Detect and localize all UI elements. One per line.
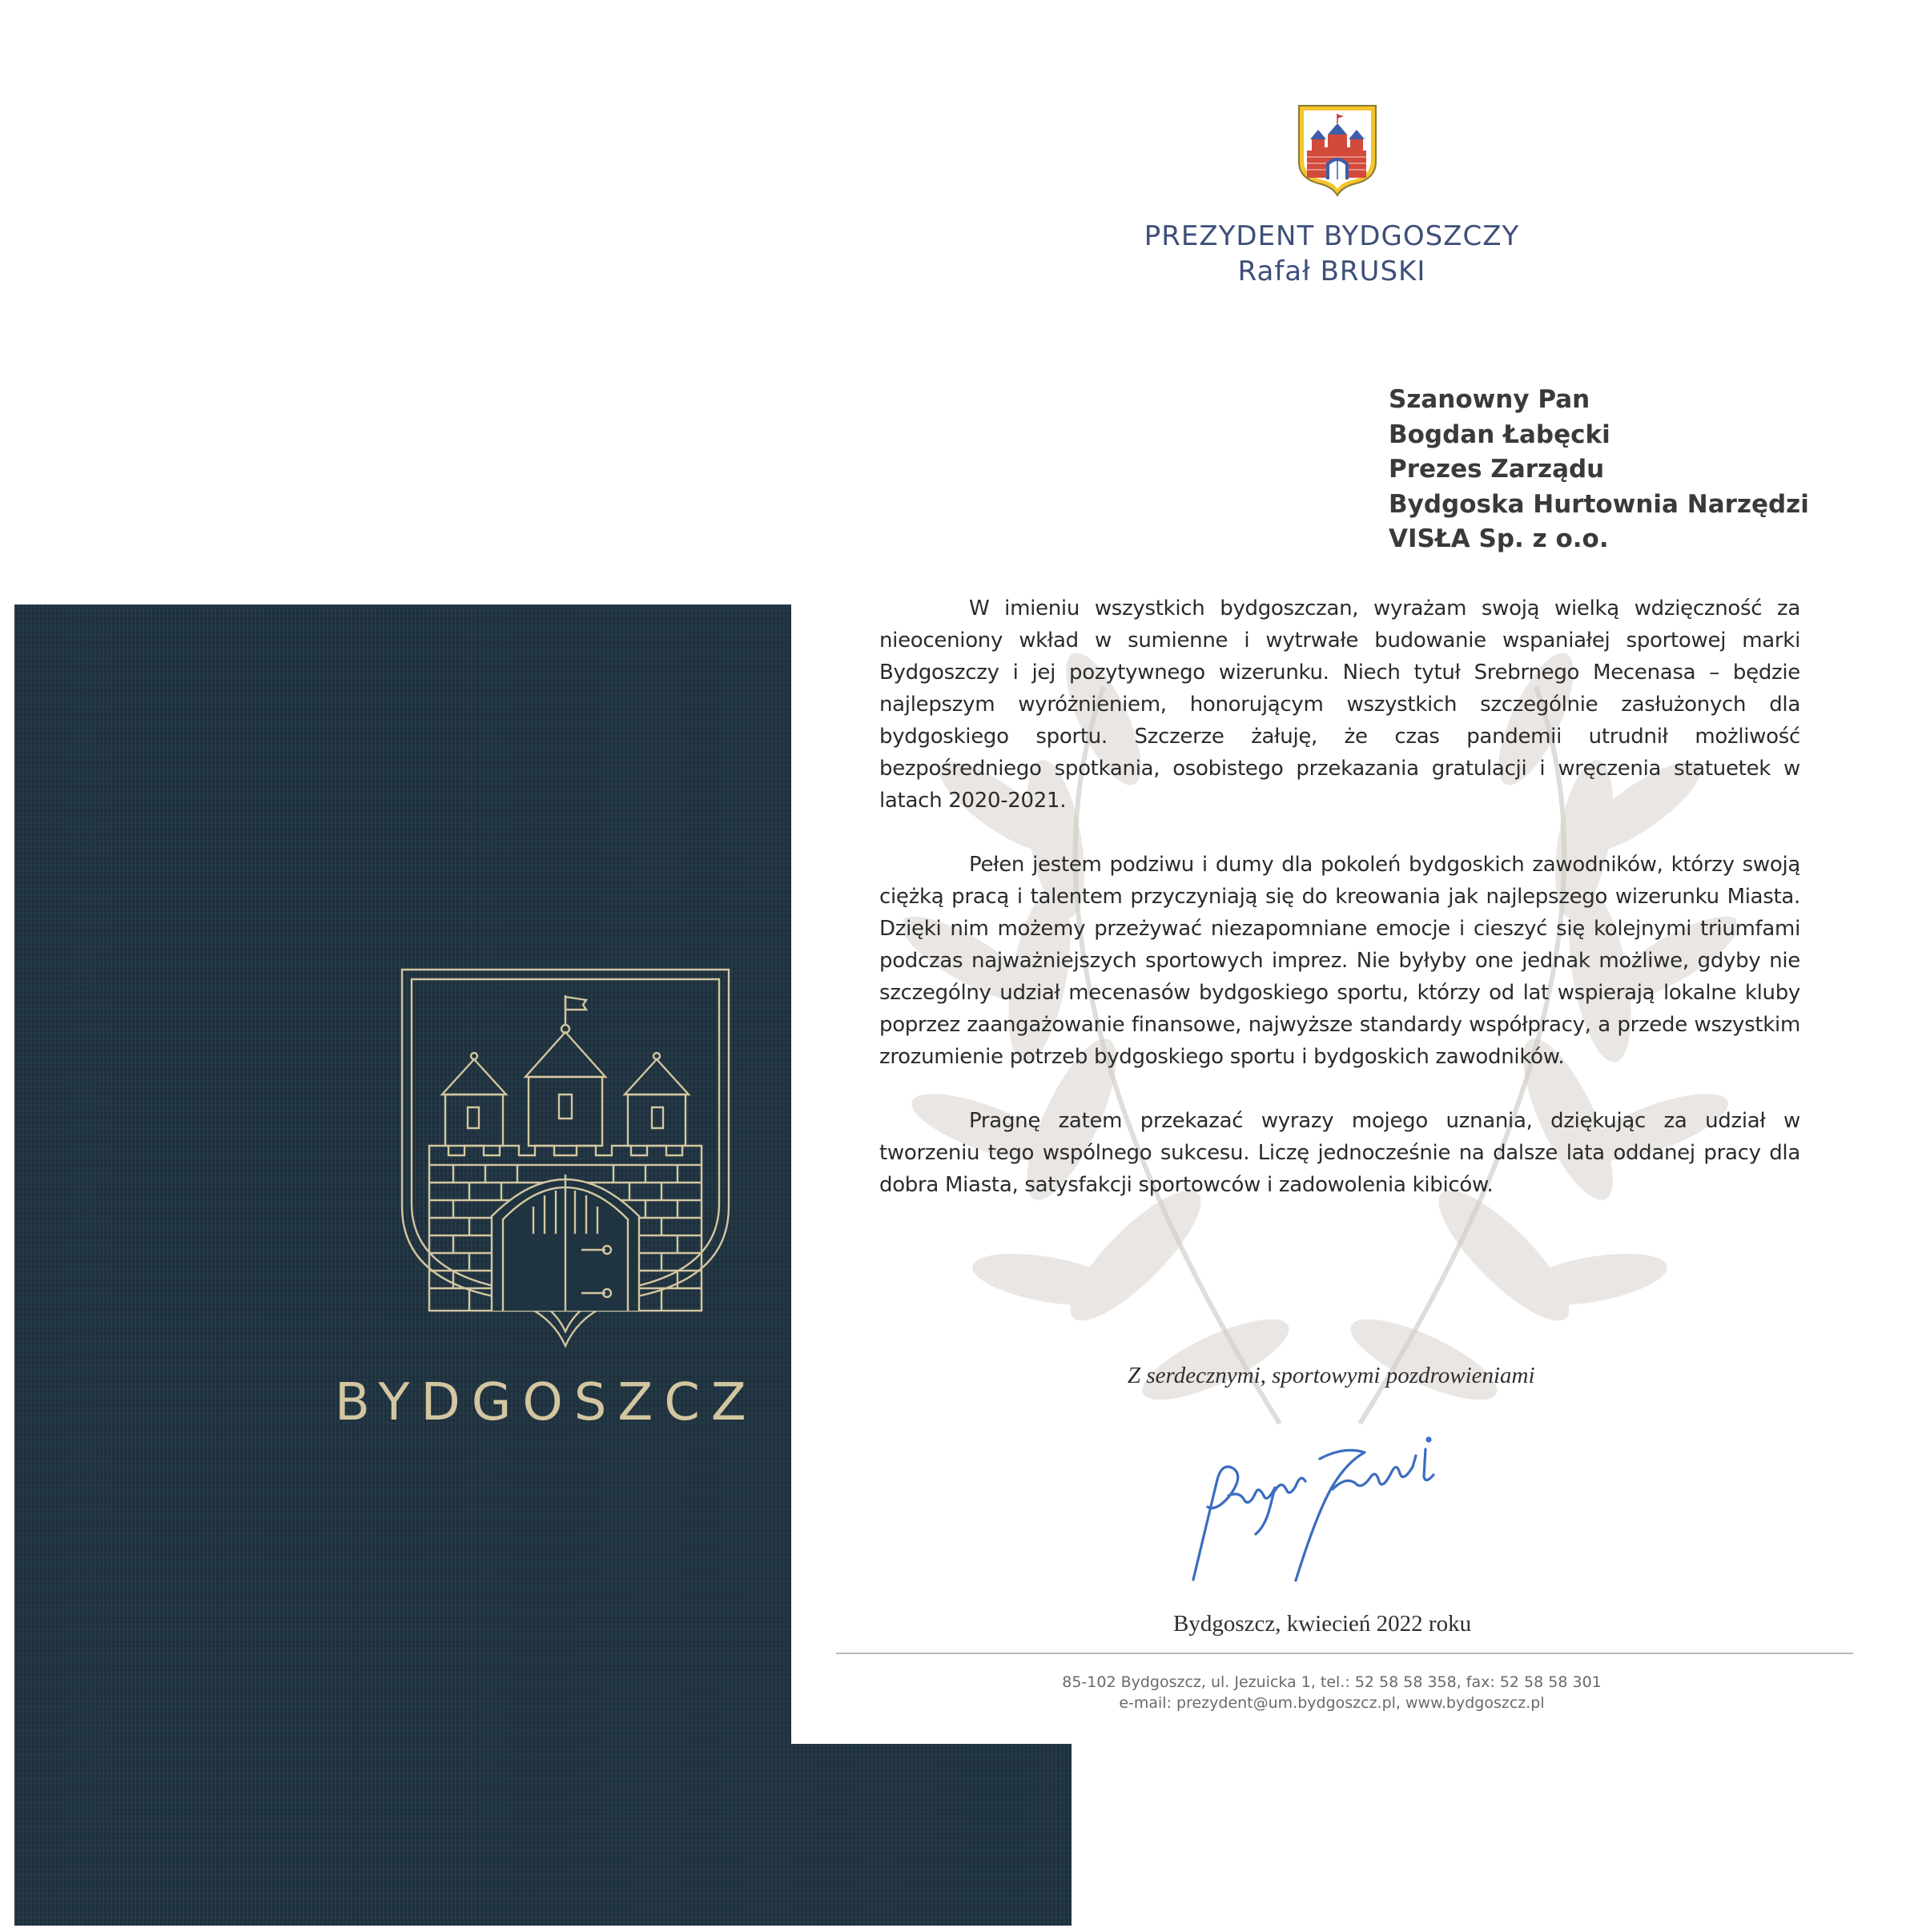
closing-salutation: Z serdecznymi, sportowymi pozdrowieniami [1128,1363,1535,1388]
letter-footer [791,1672,1872,1713]
body-paragraph: Pragnę zatem przekazać wyrazy mojego uznania, dziękując za udział w tworzeniu tego wspólnego sukcesu. Liczę jednocześnie na dalsze lata oddanej pracy dla dobra Miasta, satysfakcji sportowców i zadowolenia kibiców. [879,1109,1800,1197]
body-paragraph: W imieniu wszystkich bydgoszczan, wyrażam swoją wielką wdzięczność za nieoceniony wkład w sumienne i wytrwałe budowanie wspaniałej sportowej marki Bydgoszczy i jej pozytywnego wizerunku. Niech tytuł Srebrnego Mecenasa – będzie najlepszym wyróżnieniem, honorującym wszystkich szczególnie zasłużonych dla bydgoskiego sportu. Szczerze żałuję, że czas pandemii utrudnił możliwość bezpośredniego spotkania, osobistego przekazania gratulacji i wręczenia statuetek w latach 2020-2021. [879,596,1800,813]
place-and-date: Bydgoszcz, kwiecień 2022 roku [1173,1611,1472,1637]
footer-divider [836,1653,1853,1654]
body-paragraph: Pełen jestem podziwu i dumy dla pokoleń bydgoskich zawodników, którzy swoją ciężką pracą i talentem przyczyniają się do kreowania jak najlepszego wizerunku Miasta. Dzięki nim możemy przeżywać niezapomniane emocje i cieszyć się kolejnymi triumfami podczas najważniejszych sportowych imprez. Nie byłyby one jednak możliwe, gdyby nie szczególny udział mecenasów bydgoskiego sportu, którzy od lat wspierają lokalne kluby poprzez zaangażowanie finansowe, najwyższe standardy współpracy, a przede wszystkim zrozumienie potrzeb bydgoskiego sportu i bydgoskich zawodników. [879,853,1800,1069]
footer-address: 85-102 Bydgoszcz, ul. Jezuicka 1, tel.: 52 58 58 358, fax: 52 58 58 301 [1062,1673,1602,1691]
recipient-line: Bydgoska Hurtownia Narzędzi [1389,489,1809,519]
letter-page [791,62,1872,1744]
handwritten-signature-icon [1176,1424,1464,1592]
cover-city-name: BYDGOSZCZ [335,1373,758,1432]
recipient-line: VISŁA Sp. z o.o. [1389,524,1609,553]
letter-header [791,219,1872,289]
bydgoszcz-coat-of-arms-icon [1296,102,1379,197]
letter-body [879,592,1800,1233]
footer-contact: e-mail: prezydent@um.bydgoszcz.pl, www.bydgoszcz.pl [1119,1694,1545,1712]
header-title: PREZYDENT BYDGOSZCZY [1144,220,1520,252]
header-name: Rafał BRUSKI [1237,255,1426,287]
recipient-line: Prezes Zarządu [1389,455,1605,484]
recipient-block [1389,383,1809,557]
bydgoszcz-coat-of-arms-icon [397,966,734,1351]
recipient-line: Bogdan Łabęcki [1389,420,1610,449]
recipient-line: Szanowny Pan [1389,385,1590,414]
